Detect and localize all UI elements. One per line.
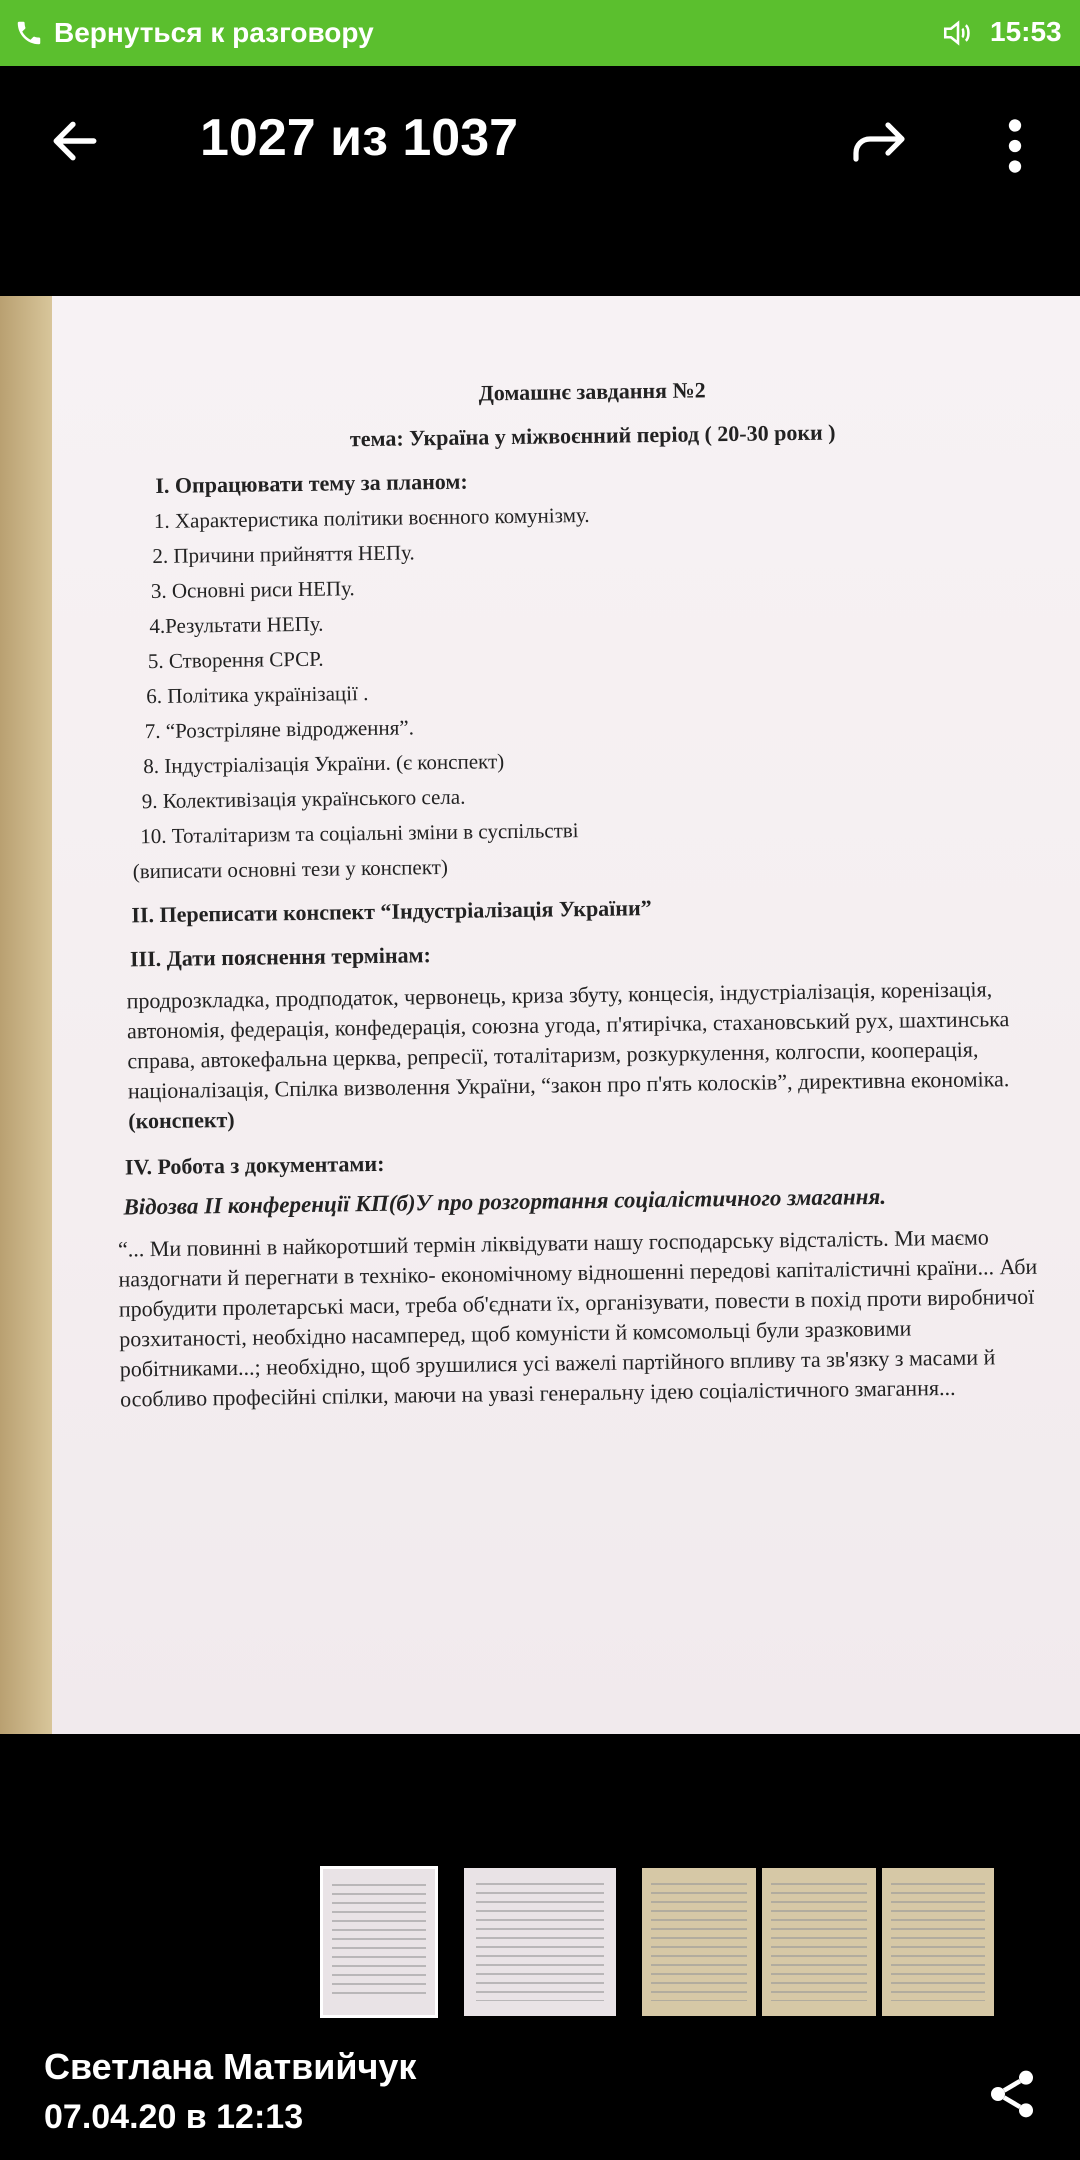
thumbnail-content [771,1883,867,2001]
more-options-icon[interactable] [1000,118,1030,174]
plan-item: 5. Створення СРСР. [147,646,324,674]
sent-date: 07.04.20 в 12:13 [44,2098,304,2136]
thumbnail[interactable] [462,1866,618,2018]
section-4-heading: IV. Робота з документами: [124,1150,385,1180]
plan-note: (виписати основні тези у конспект) [132,854,449,884]
plan-item: 7. “Розстріляне відродження”. [144,715,415,744]
status-time: 15:53 [990,16,1062,47]
plan-item: 10. Тоталітаризм та соціальні зміни в суспільстві [140,818,579,849]
plan-item: 8. Індустріалізація України. (є конспект) [143,749,505,779]
paper-sheet [52,296,1080,1734]
phone-icon [14,18,44,48]
appeal-heading: Відозва II конференції КП(б)У про розгортання соціалістичного змагання. [123,1183,887,1220]
terms-text: продрозкладка, продподаток, червонець, криза збуту, концесія, індустріалізація, коренізація, автономія, федерація, конфедерація, союзна угода, п'ятирічка, стахановський рух, шахтинська справа, автокефальна церква, репресії, тоталітаризм, розкуркулення, колгоспи, кооперація, націоналізація, Спілка визволення України, “закон про п'ять колосків”, директивна економіка. [126,976,1010,1104]
thumbnail-current[interactable] [320,1866,438,2018]
plan-item: 4.Результати НЕПу. [149,611,324,639]
terms-paragraph [126,974,1048,1137]
thumbnail-content [651,1883,747,2001]
thumbnail-content [476,1883,604,2001]
photo-view[interactable] [0,296,1080,1734]
plan-item: 1. Характеристика політики воєнного комунізму. [153,502,590,534]
thumbnail-content [891,1883,985,2001]
viewer-header [0,66,1080,296]
plan-list [140,497,1049,849]
plan-item: 2. Причини прийняття НЕПу. [152,540,415,569]
doc-subtitle: тема: Україна у міжвоєнний період ( 20-30 роки ) [349,419,836,452]
thumbnail[interactable] [880,1866,996,2018]
return-to-call-label: Вернуться к разговору [54,17,374,48]
return-to-call-bar[interactable] [0,0,1080,66]
document-quote: “... Ми повинні в найкоротший термін ліквідувати нашу господарську відсталість. Ми маємо наздогнати й перегнати в техніко- економічному відношенні передові капіталістичні країни... Аби пробудити пролетарські маси, треба об'єднати їх, організувати, повести в похід проти виробничої розхитаності, необхідно насамперед, щоб комуністи й комсомольці були зразковими робітниками...; необхідно, щоб зрушилися усі важелі партійного впливу та зв'язку з масами й особливо професійні спілки, маючи на увазі генеральну ідею соціалістичного змагання... [117,1224,1038,1412]
terms-bold-note: (конспект) [128,1106,235,1134]
thumbnail-strip [0,1866,1080,2018]
thumbnail[interactable] [760,1866,878,2018]
plan-item: 3. Основні риси НЕПу. [150,576,355,604]
section-3-heading: III. Дати пояснення термінам: [129,942,432,972]
plan-item: 6. Політика українізації . [146,681,369,709]
speaker-icon [940,16,976,50]
plan-item: 9. Колективізація українського села. [141,784,466,814]
section-1-heading: I. Опрацювати тему за планом: [155,468,468,498]
homework-document [82,373,1056,1415]
doc-title: Домашнє завдання №2 [478,377,706,406]
section-2-heading: II. Переписати конспект “Індустріалізація України” [131,895,652,928]
thumbnail-content [332,1884,426,2001]
forward-icon[interactable] [850,118,910,168]
share-icon[interactable] [984,2066,1040,2122]
thumbnail[interactable] [640,1866,758,2018]
back-arrow-icon[interactable] [50,116,100,166]
photo-counter: 1027 из 1037 [200,109,519,167]
sender-name: Светлана Матвийчук [44,2046,417,2087]
